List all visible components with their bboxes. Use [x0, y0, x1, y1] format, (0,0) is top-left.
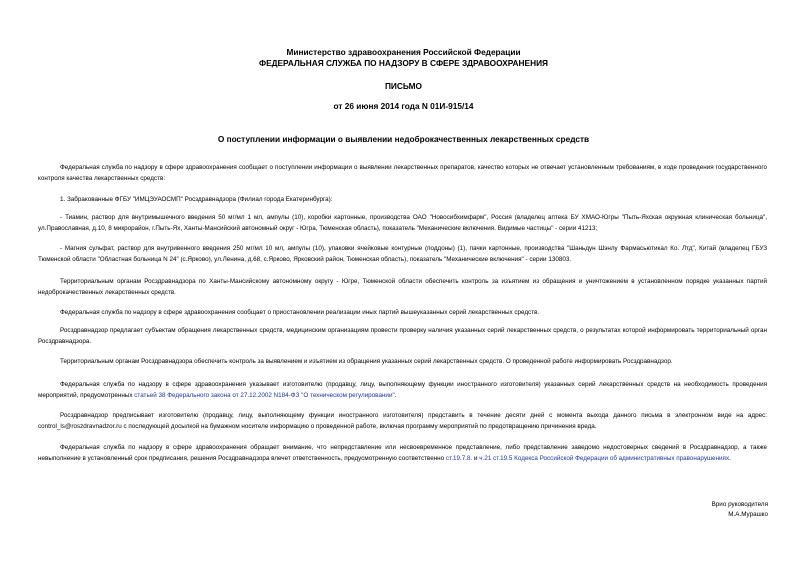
paragraph-text: .	[394, 392, 397, 399]
signature-position: Врио руководителя	[711, 501, 768, 508]
paragraph-prescription: Росздравнадзор предписывает изготовителю (продавцу, лицу, выполняющему функции иностранного изготовителя) представить в течение десяти дней с момента выхода данного письма в электронном виде на адрес: control_ls@roszdravnadzor.ru с последующей досылкой на бумажном носителе информацию о проведенной работе, включая программу мероприятий по предотвращению причинения вреда.	[38, 412, 767, 430]
paragraph-text: .	[729, 455, 731, 462]
doc-date-number: от 26 июня 2014 года N 01И-915/14	[333, 101, 474, 111]
paragraph-text: Федеральная служба по надзору в сфере здравоохранения указывает изготовителю (продавцу, лицу, выполняющему функции иностранного изготовителя) указанных серий лекарственных средств на необходимость проведения мероприятий, предусмотренных	[38, 381, 767, 399]
doc-type: ПИСЬМО	[384, 81, 423, 91]
paragraph-check: Росздравнадзор предлагает субъектам обращения лекарственных средств, медицинским организациям провести проверку наличия указанных серий лекарственных средств, о результатах которой информировать территориальный орган Росздравнадзора.	[38, 327, 767, 345]
paragraph-rejected-list: 1. Забракованные ФГБУ "ИМЦЭУАОСМП" Росздравнадзора (Филиал города Екатеринбурга):	[60, 196, 333, 203]
signature-name: М.А.Мурашко	[728, 511, 768, 518]
code-article-link-2[interactable]: ч.21 ст.19.5 Кодекса Российской Федерации об административных правонарушениях	[479, 455, 730, 462]
paragraph-thiamine: - Тиамин, раствор для внутримышечного введения 50 мг/мл 1 мл, ампулы (10), коробки картонные, производства ОАО "Новосибхимфарм", Россия (владелец аптека БУ ХМАО-Югры "Пыть-Яхская окружная клиническая больница", ул.Православная, д.10, 8 микрорайон, г.Пыть-Ях, Ханты-Мансийский автономный округ - Югра, Тюменская область), показатель "Механические включения. Видимые частицы" - серии 41213;	[38, 214, 767, 232]
paragraph-manufacturer-measures	[38, 379, 767, 401]
paragraph-magnesium: - Магния сульфат, раствор для внутривенного введения 250 мг/мл 10 мл, ампулы (10), упаковки ячейковые контурные (поддоны) (1), пачки картонные, производства "Шаньдун Шэнлу Фармасьютикал Ко. Лтд", Китай (владелец ГБУЗ Тюменской области "Областная больница N 24" (с.Ярково), ул.Ленина, д.68, с.Ярково, Ярковский район, Тюменская область), показатель "Механические включения" - серии 130803.	[38, 245, 767, 263]
paragraph-withdrawal: Территориальным органам Росздравнадзора обеспечить контроль за выявлением и изъятием из обращения указанных серий лекарственных средств. О проведенной работе информировать Росздравнадзор.	[60, 358, 673, 365]
ministry-title: Министерство здравоохранения Российской Федерации	[286, 47, 521, 57]
paragraph-text: и	[472, 455, 480, 462]
paragraph-intro: Федеральная служба по надзору в сфере здравоохранения сообщает о поступлении информации о выявлении лекарственных препаратов, качество которых не отвечает установленным требованиям, в ходе проведения государственного контроля качества лекарственных средств:	[38, 164, 767, 182]
paragraph-territorial-control: Территориальным органам Росздравнадзора по Ханты-Мансийскому автономному округу - Югре, Тюменской области обеспечить контроль за изъятием из обращения и уничтожением в установленном порядке указанных партий недоброкачественных лекарственных средств.	[38, 278, 767, 296]
paragraph-responsibility	[38, 442, 767, 464]
code-article-link[interactable]: ст.19.7.8.	[445, 455, 473, 462]
paragraph-text: Федеральная служба по надзору в сфере здравоохранения обращает внимание, что непредставление или несвоевременное представление, либо представление заведомо недостоверных сведений в Росздравнадзор, а также невыполнение в установленный срок предписания, решения Росздравнадзора влечет ответственность, предусмотренную соответственно	[38, 444, 767, 462]
paragraph-suspension: Федеральная служба по надзору в сфере здравоохранения сообщает о приостановлении реализации иных партий вышеуказанных серий лекарственных средств.	[60, 309, 540, 316]
service-title: ФЕДЕРАЛЬНАЯ СЛУЖБА ПО НАДЗОРУ В СФЕРЕ ЗДРАВООХРАНЕНИЯ	[259, 58, 548, 68]
law-link[interactable]: статьей 38 Федерального закона от 27.12.2002 N184-ФЗ "О техническом регулировании"	[134, 392, 395, 399]
doc-subject: О поступлении информации о выявлении недоброкачественных лекарственных средств	[217, 134, 590, 144]
